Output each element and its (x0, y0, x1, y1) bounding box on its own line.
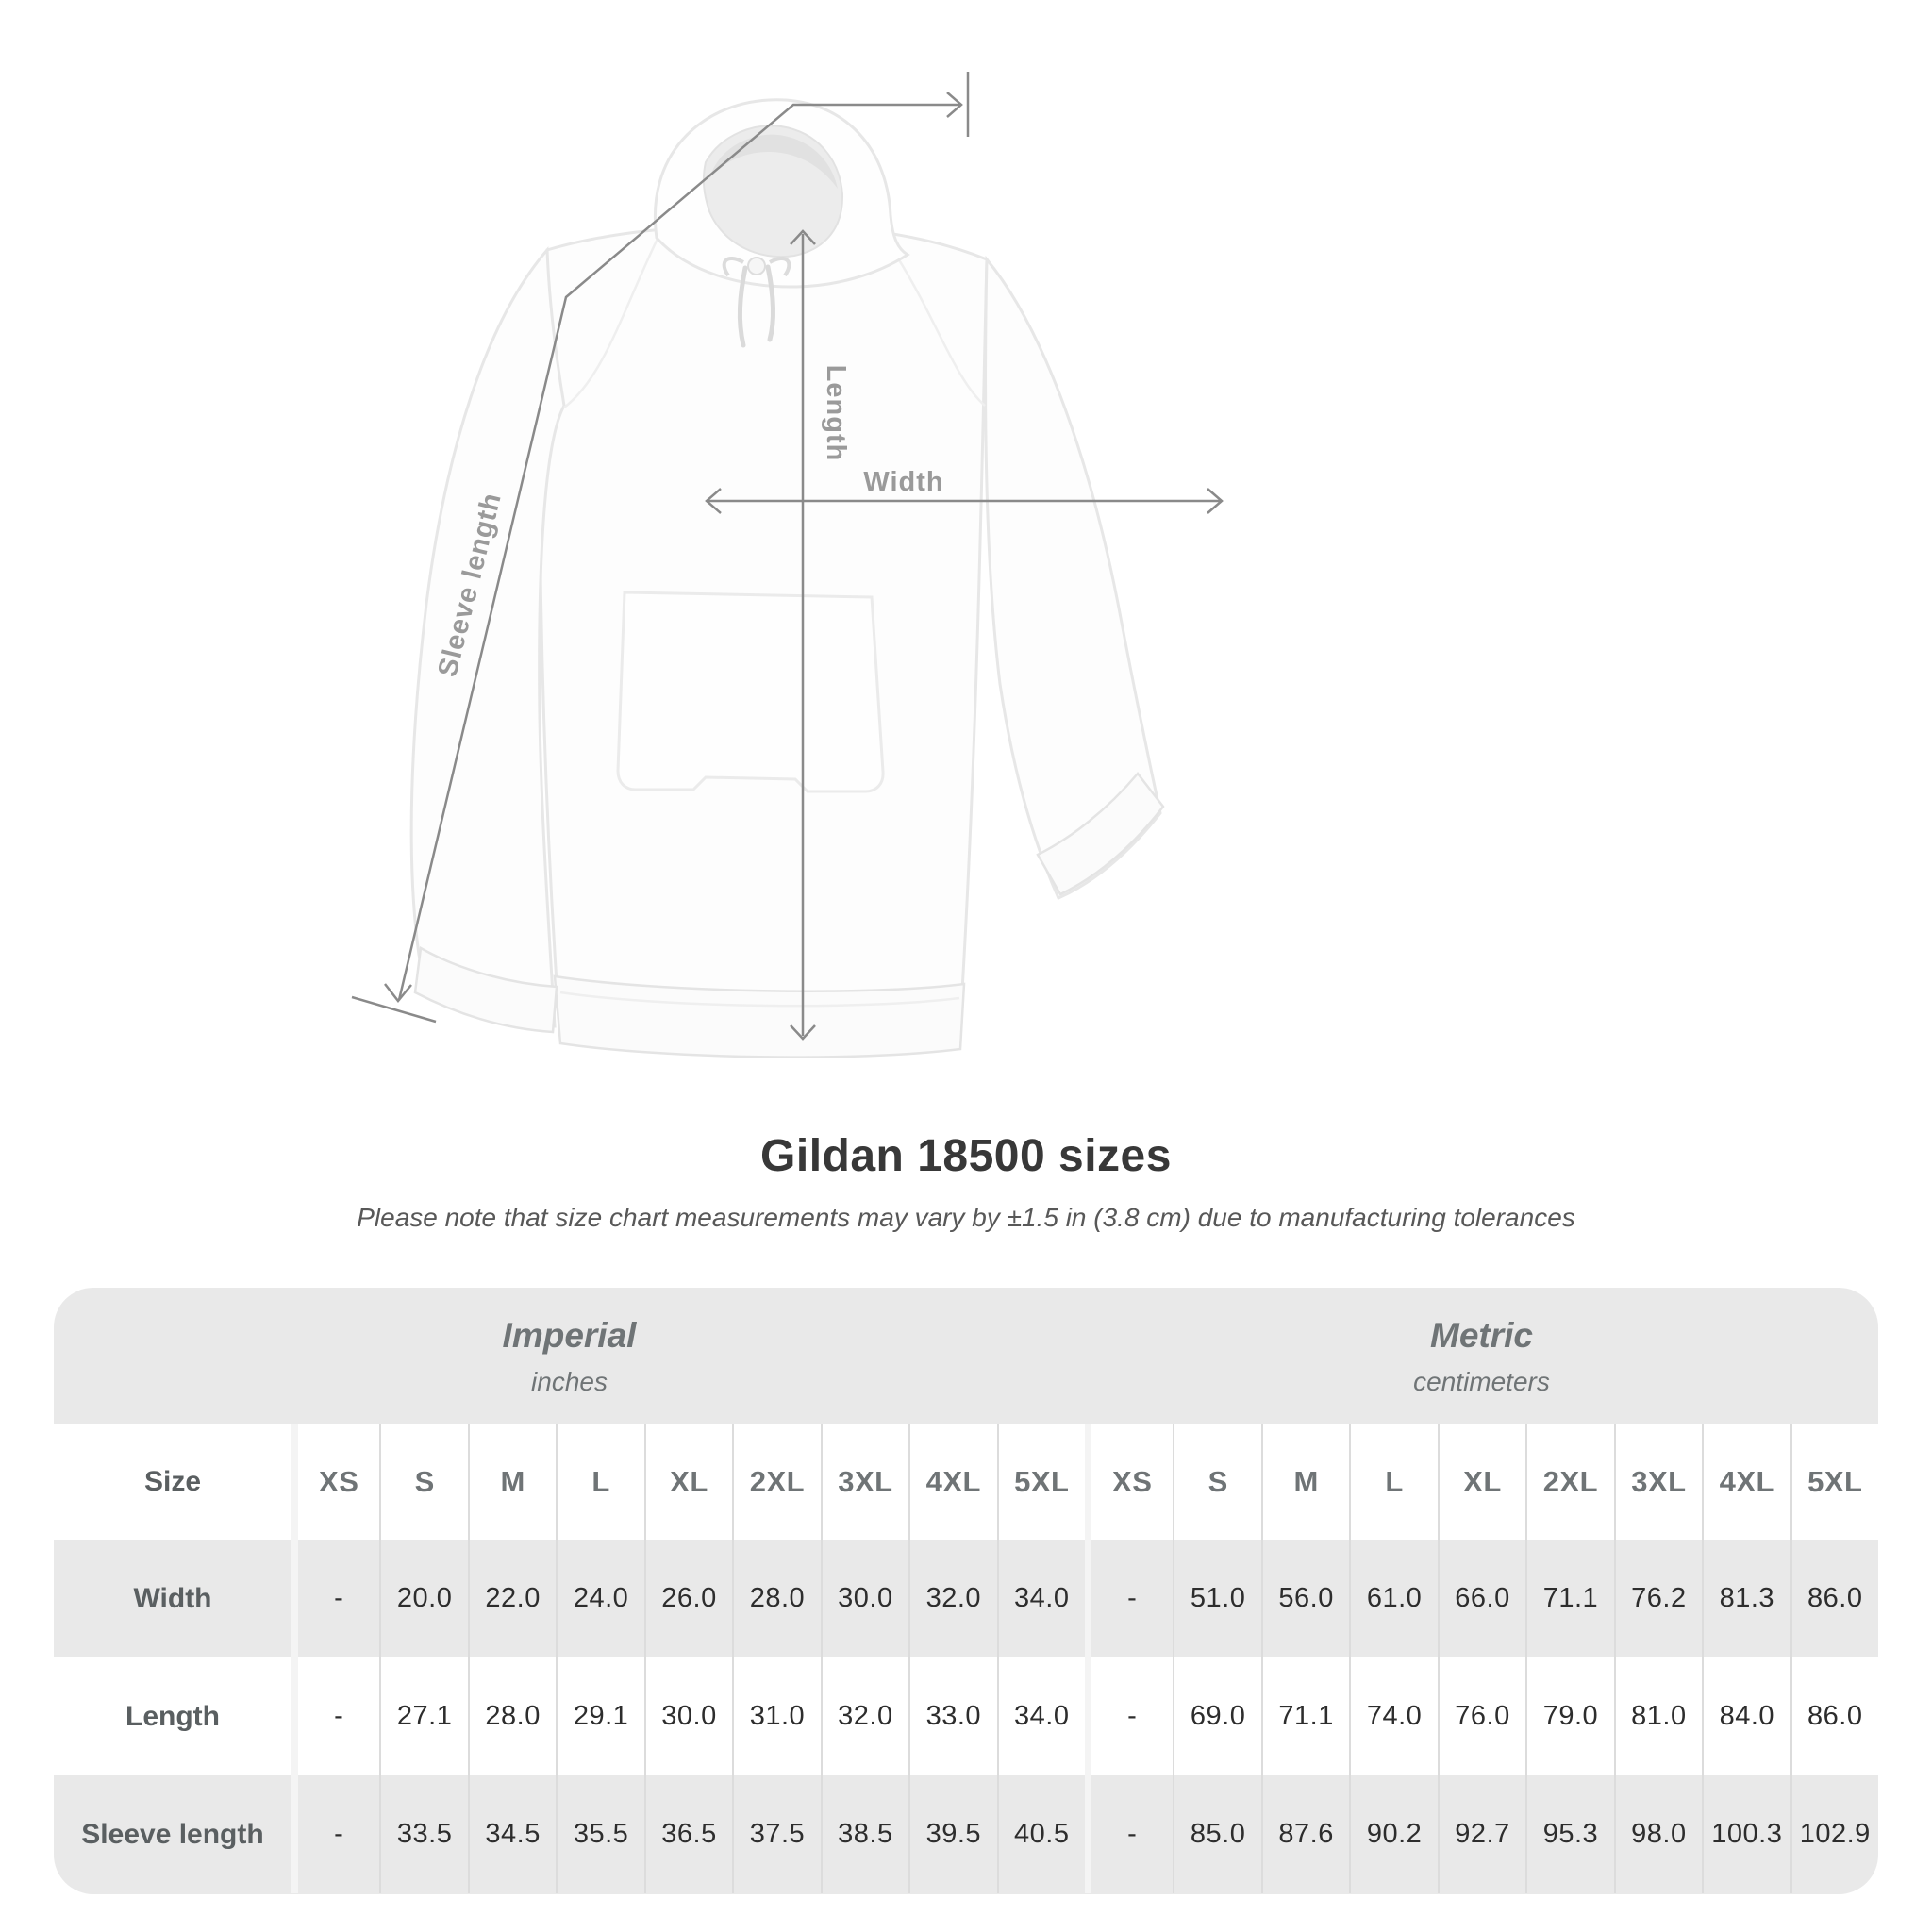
value-cell: 30.0 (821, 1540, 908, 1657)
value-cell: 37.5 (732, 1775, 820, 1893)
size-header-metric-5xl: 5XL (1790, 1424, 1878, 1540)
size-header-imperial-5xl: 5XL (997, 1424, 1085, 1540)
table-row (54, 1540, 1878, 1657)
value-cell: 71.1 (1261, 1657, 1349, 1775)
value-cell: - (1085, 1775, 1173, 1893)
value-cell: 81.3 (1702, 1540, 1790, 1657)
value-cell: 34.0 (997, 1540, 1085, 1657)
value-cell: 76.2 (1614, 1540, 1702, 1657)
value-cell: 30.0 (644, 1657, 732, 1775)
size-header-metric-xl: XL (1438, 1424, 1525, 1540)
value-cell: 35.5 (556, 1775, 643, 1893)
size-header-metric-s: S (1173, 1424, 1260, 1540)
value-cell: 100.3 (1702, 1775, 1790, 1893)
value-cell: 34.0 (997, 1657, 1085, 1775)
size-header-metric-m: M (1261, 1424, 1349, 1540)
value-cell: 84.0 (1702, 1657, 1790, 1775)
size-column-header: Size (143, 1466, 202, 1497)
value-cell: 95.3 (1525, 1775, 1613, 1893)
value-cell: 36.5 (644, 1775, 732, 1893)
value-cell: 32.0 (821, 1657, 908, 1775)
value-cell: 102.9 (1790, 1775, 1878, 1893)
value-cell: 39.5 (908, 1775, 996, 1893)
metric-label: Metric (1430, 1315, 1533, 1355)
table-row (54, 1657, 1878, 1775)
table-row (54, 1775, 1878, 1893)
value-cell: 90.2 (1349, 1775, 1437, 1893)
value-cell: 81.0 (1614, 1657, 1702, 1775)
value-cell: 79.0 (1525, 1657, 1613, 1775)
size-header-row (54, 1424, 1878, 1540)
size-header-metric-3xl: 3XL (1614, 1424, 1702, 1540)
value-cell: 38.5 (821, 1775, 908, 1893)
size-header-imperial-2xl: 2XL (732, 1424, 820, 1540)
size-header-imperial-3xl: 3XL (821, 1424, 908, 1540)
unit-header-imperial (54, 1288, 1085, 1424)
size-header-imperial-l: L (556, 1424, 643, 1540)
value-cell: 24.0 (556, 1540, 643, 1657)
width-label: Width (863, 467, 944, 497)
value-cell: 66.0 (1438, 1540, 1525, 1657)
value-cell: - (291, 1540, 379, 1657)
value-cell: - (291, 1775, 379, 1893)
drawstring-knot (748, 258, 765, 275)
value-cell: 29.1 (556, 1657, 643, 1775)
value-cell: 76.0 (1438, 1657, 1525, 1775)
length-label: Length (821, 364, 851, 462)
value-cell: 28.0 (732, 1540, 820, 1657)
value-cell: 34.5 (468, 1775, 556, 1893)
size-header-imperial-xl: XL (644, 1424, 732, 1540)
value-cell: 33.5 (379, 1775, 467, 1893)
value-cell: 27.1 (379, 1657, 467, 1775)
value-cell: 20.0 (379, 1540, 467, 1657)
value-cell: 56.0 (1261, 1540, 1349, 1657)
imperial-label: Imperial (502, 1315, 637, 1355)
value-cell: 22.0 (468, 1540, 556, 1657)
row-label: Sleeve length (81, 1818, 264, 1850)
size-header-metric-2xl: 2XL (1525, 1424, 1613, 1540)
size-header-imperial-4xl: 4XL (908, 1424, 996, 1540)
size-header-imperial-xs: XS (291, 1424, 379, 1540)
row-label: Width (133, 1582, 212, 1614)
heading-block (0, 1130, 1932, 1233)
value-cell: 32.0 (908, 1540, 996, 1657)
value-cell: 86.0 (1790, 1540, 1878, 1657)
size-table-body (54, 1424, 1878, 1893)
sleeve-length-label: Sleeve length (432, 489, 508, 680)
size-header-metric-l: L (1349, 1424, 1437, 1540)
value-cell: 98.0 (1614, 1775, 1702, 1893)
value-cell: 87.6 (1261, 1775, 1349, 1893)
value-cell: - (1085, 1540, 1173, 1657)
size-table (54, 1288, 1878, 1894)
imperial-sublabel: inches (531, 1366, 608, 1396)
value-cell: 40.5 (997, 1775, 1085, 1893)
value-cell: 71.1 (1525, 1540, 1613, 1657)
metric-sublabel: centimeters (1413, 1366, 1550, 1396)
value-cell: - (291, 1657, 379, 1775)
unit-header-row (54, 1288, 1878, 1424)
size-header-metric-xs: XS (1085, 1424, 1173, 1540)
value-cell: 85.0 (1173, 1775, 1260, 1893)
value-cell: 51.0 (1173, 1540, 1260, 1657)
kangaroo-pocket (618, 592, 883, 791)
value-cell: 74.0 (1349, 1657, 1437, 1775)
value-cell: 61.0 (1349, 1540, 1437, 1657)
value-cell: 69.0 (1173, 1657, 1260, 1775)
row-label: Length (125, 1700, 220, 1732)
tolerance-note: Please note that size chart measurements may vary by ±1.5 in (3.8 cm) due to manufacturing tolerances (357, 1203, 1575, 1232)
value-cell: 26.0 (644, 1540, 732, 1657)
size-header-imperial-m: M (468, 1424, 556, 1540)
page-title: Gildan 18500 sizes (760, 1131, 1172, 1181)
value-cell: 33.0 (908, 1657, 996, 1775)
value-cell: 86.0 (1790, 1657, 1878, 1775)
value-cell: 92.7 (1438, 1775, 1525, 1893)
size-header-metric-4xl: 4XL (1702, 1424, 1790, 1540)
value-cell: 31.0 (732, 1657, 820, 1775)
size-header-imperial-s: S (379, 1424, 467, 1540)
value-cell: - (1085, 1657, 1173, 1775)
value-cell: 28.0 (468, 1657, 556, 1775)
unit-header-metric (1085, 1288, 1878, 1424)
